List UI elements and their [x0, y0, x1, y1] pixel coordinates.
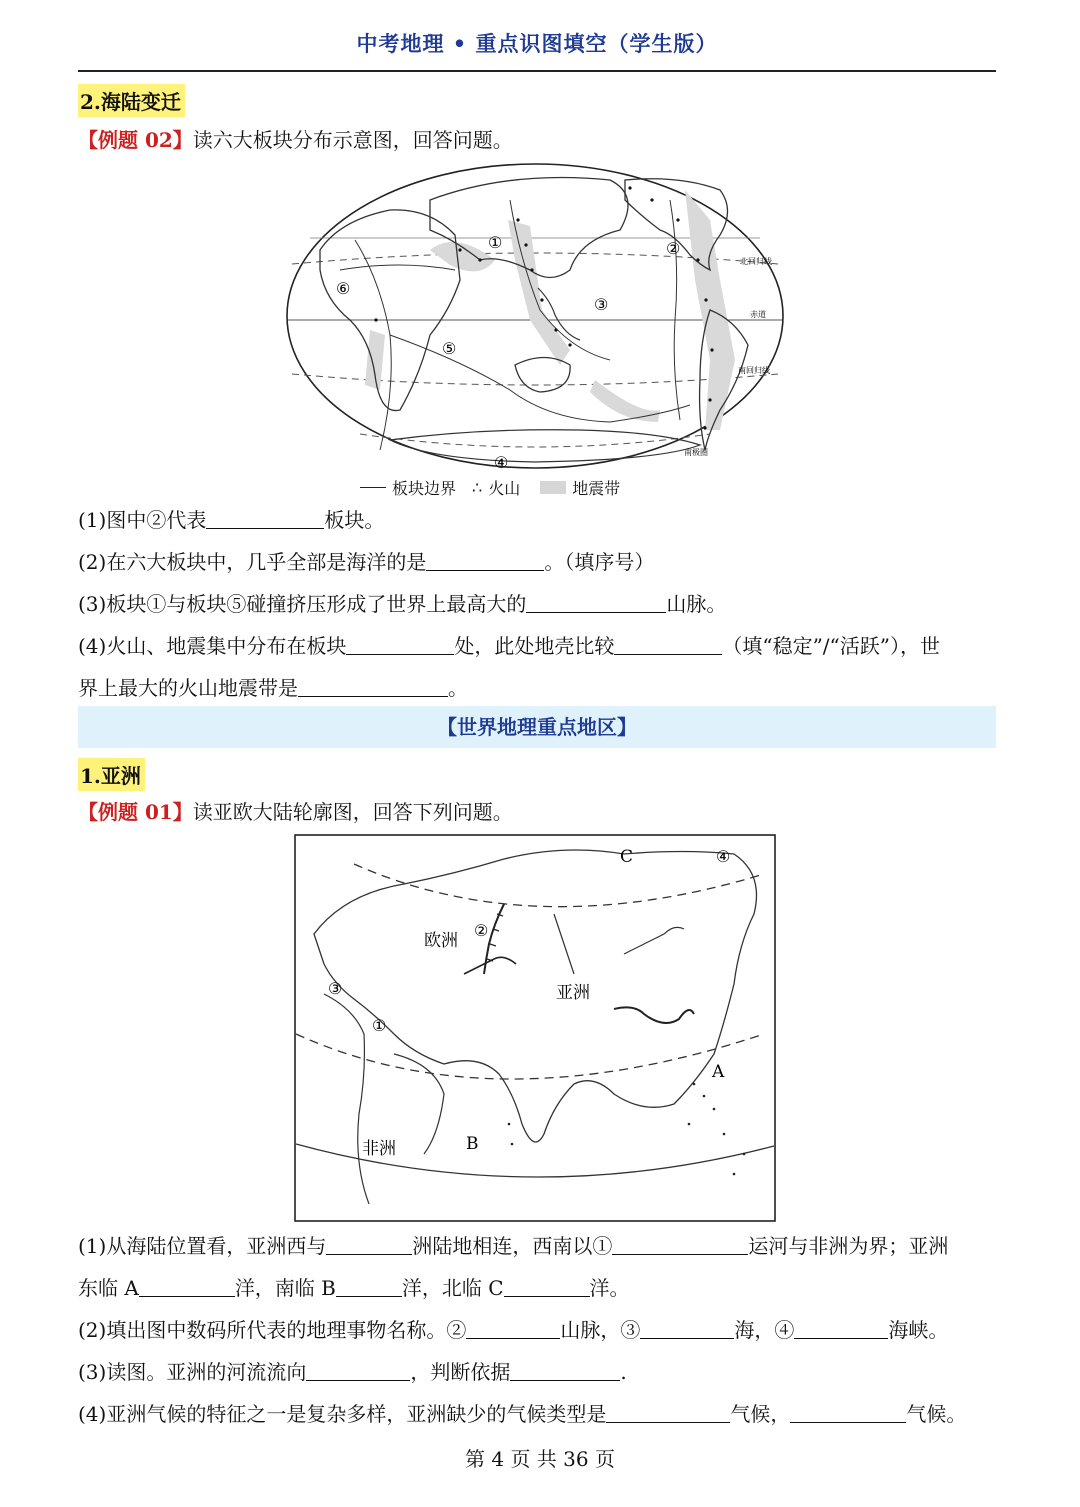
aq1-p1: (1)从海陆位置看，亚洲西与 [78, 1234, 327, 1258]
example-01-tag: 【例题 01】 [78, 800, 193, 824]
label-n3: ③ [328, 979, 343, 998]
quake-swatch [540, 481, 566, 494]
aq2-p3: 海，④ [734, 1318, 795, 1342]
volcano-symbol-icon: ∴ [472, 478, 483, 497]
plate-map [280, 160, 790, 476]
aq3-p3: . [620, 1360, 627, 1384]
q4-text-after: （填“稳定”/“活跃”），世 [722, 634, 940, 658]
aq4-p2: 气候， [730, 1402, 791, 1426]
aq2-blank-1[interactable] [466, 1318, 560, 1339]
label-n2: ② [474, 921, 489, 940]
q3-text: (3)板块①与板块⑤碰撞挤压形成了世界上最高大的 [78, 592, 527, 616]
q1-text: (1)图中②代表 [78, 508, 207, 532]
eurasia-map [294, 834, 776, 1222]
aq1c-blank-1[interactable] [139, 1276, 235, 1297]
question-3 [78, 592, 726, 616]
page-header: 中考地理 • 重点识图填空（学生版） [356, 31, 718, 56]
q1-blank[interactable] [206, 508, 324, 529]
page-footer: 第 4 页 共 36 页 [465, 1447, 615, 1471]
question-2 [78, 550, 654, 574]
section-label-sea-land: 2.海陆变迁 [78, 84, 185, 117]
q4-text-mid: 处，此处地壳比较 [454, 634, 615, 658]
q2-text-after: 。（填序号） [544, 550, 655, 574]
aq3-p1: (3)读图。亚洲的河流流向 [78, 1360, 307, 1384]
plate-label-1: ① [488, 233, 503, 252]
label-africa: 非洲 [362, 1139, 396, 1159]
aq2-blank-2[interactable] [640, 1318, 734, 1339]
asia-question-4 [78, 1402, 966, 1426]
aq1-blank-2[interactable] [612, 1234, 748, 1255]
antarctic-circle-label: 南极圈 [684, 448, 708, 457]
asia-question-1-cont [78, 1276, 630, 1300]
asia-question-1 [78, 1234, 948, 1258]
plate-label-4: ④ [494, 453, 509, 472]
equator-label: 赤道 [750, 310, 766, 319]
example-02-line [78, 128, 513, 152]
section-label-asia: 1.亚洲 [78, 758, 145, 791]
example-01-prompt: 读亚欧大陆轮廓图，回答下列问题。 [192, 800, 513, 824]
q3-blank[interactable] [526, 592, 666, 613]
aq3-blank-1[interactable] [306, 1360, 410, 1381]
label-C: C [620, 847, 634, 867]
q3-text-after: 山脉。 [666, 592, 727, 616]
q1-text-after: 板块。 [324, 508, 385, 532]
legend-volcano: 火山 [488, 479, 521, 498]
aq1c-p3: 洋，北临 C [401, 1276, 504, 1300]
aq1-p3: 运河与非洲为界；亚洲 [748, 1234, 949, 1258]
aq4-p3: 气候。 [906, 1402, 967, 1426]
example-02-tag: 【例题 02】 [78, 128, 193, 152]
aq1-blank-1[interactable] [326, 1234, 412, 1255]
aq2-p4: 海峡。 [888, 1318, 949, 1342]
header-rule [78, 70, 996, 72]
aq2-p2: 山脉，③ [560, 1318, 641, 1342]
label-n4: ④ [716, 847, 731, 866]
aq1c-p4: 洋。 [589, 1276, 630, 1300]
plate-label-2: ② [666, 239, 681, 258]
aq3-p2: ，判断依据 [410, 1360, 511, 1384]
aq2-p1: (2)填出图中数码所代表的地理事物名称。② [78, 1318, 467, 1342]
legend-boundary: 板块边界 [392, 479, 457, 498]
tropic-capricorn-label: 南回归线 [738, 366, 770, 375]
asia-question-2 [78, 1318, 948, 1342]
q4c-blank[interactable] [298, 676, 448, 697]
aq1c-blank-3[interactable] [504, 1276, 590, 1297]
label-asia: 亚洲 [556, 983, 590, 1003]
aq3-blank-2[interactable] [510, 1360, 620, 1381]
aq4-p1: (4)亚洲气候的特征之一是复杂多样，亚洲缺少的气候类型是 [78, 1402, 607, 1426]
aq1c-p1: 东临 A [78, 1276, 139, 1300]
aq4-blank-2[interactable] [790, 1402, 906, 1423]
q4c-text-after: 。 [448, 676, 468, 700]
q4-text: (4)火山、地震集中分布在板块 [78, 634, 347, 658]
boundary-swatch [360, 487, 386, 488]
q4c-text: 界上最大的火山地震带是 [78, 676, 298, 700]
q2-blank[interactable] [426, 550, 544, 571]
q4-blank-1[interactable] [346, 634, 454, 655]
aq1c-p2: 洋，南临 B [234, 1276, 336, 1300]
label-A: A [712, 1062, 725, 1082]
q2-text: (2)在六大板块中，几乎全部是海洋的是 [78, 550, 427, 574]
aq2-blank-3[interactable] [794, 1318, 888, 1339]
section-banner: 【世界地理重点地区】 [78, 706, 996, 748]
tropic-cancer-label: 北回归线 [740, 257, 772, 266]
aq1c-blank-2[interactable] [336, 1276, 402, 1297]
example-02-prompt: 读六大板块分布示意图，回答问题。 [192, 128, 513, 152]
label-europe: 欧洲 [424, 931, 458, 951]
question-1 [78, 508, 384, 532]
asia-question-3 [78, 1360, 627, 1384]
plate-map-legend [360, 476, 620, 499]
question-4 [78, 634, 940, 658]
aq4-blank-1[interactable] [606, 1402, 730, 1423]
label-n1: ① [372, 1016, 387, 1035]
legend-quake: 地震带 [572, 479, 621, 498]
aq1-p2: 洲陆地相连，西南以① [412, 1234, 613, 1258]
question-4-cont [78, 676, 468, 700]
plate-label-6: ⑥ [336, 279, 351, 298]
plate-label-3: ③ [594, 295, 609, 314]
example-01-line [78, 800, 513, 824]
label-B: B [466, 1134, 479, 1154]
plate-label-5: ⑤ [442, 339, 457, 358]
q4-blank-2[interactable] [614, 634, 722, 655]
